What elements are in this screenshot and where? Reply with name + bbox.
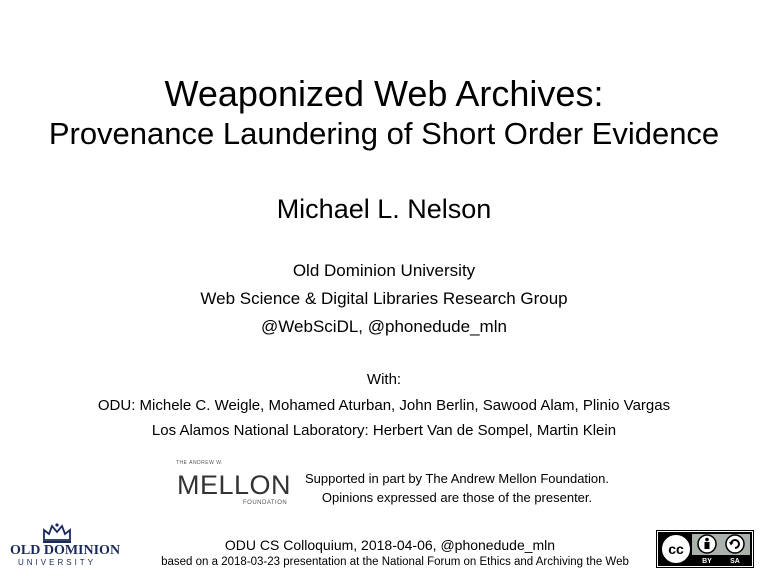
by-label: BY (702, 558, 712, 565)
odu-crown-icon (40, 522, 74, 544)
collaborators-label: With: (366, 371, 402, 388)
collaborators-lanl: Los Alamos National Laboratory: Herbert Van de Sompel, Martin Klein (151, 422, 617, 439)
collaborators-odu: ODU: Michele C. Weigle, Mohamed Aturban, John Berlin, Sawood Alam, Plinio Vargas (97, 397, 671, 414)
cc-text: cc (668, 541, 684, 557)
mellon-logo-wordmark: MELLON (177, 470, 292, 500)
affiliation-group: Web Science & Digital Libraries Research Group (200, 289, 568, 308)
slide-title-line-2: Provenance Laundering of Short Order Evidence (48, 116, 720, 151)
footer-note: based on a 2018-03-23 presentation at the National Forum on Ethics and Archiving the Web (161, 556, 629, 568)
mellon-logo-small-text: THE ANDREW W. (176, 460, 224, 466)
sa-label: SA (730, 558, 740, 565)
odu-logo-name: OLD DOMINION (10, 543, 121, 558)
disclaimer-statement: Opinions expressed are those of the presenter. (321, 490, 593, 505)
slide-title-line-1: Weaponized Web Archives: (164, 73, 604, 114)
sa-sharealike-icon (726, 535, 744, 553)
footer-event: ODU CS Colloquium, 2018-04-06, @phonedude_mln (224, 537, 556, 553)
odu-logo-university: UNIVERSITY (18, 558, 97, 567)
affiliation-handles: @WebSciDL, @phonedude_mln (261, 317, 507, 336)
support-statement: Supported in part by The Andrew Mellon Foundation. (304, 471, 609, 486)
affiliation-university: Old Dominion University (292, 261, 476, 280)
author-name: Michael L. Nelson (276, 194, 492, 224)
mellon-logo-foundation: FOUNDATION (243, 500, 288, 506)
by-attribution-icon (698, 535, 716, 553)
cc-by-sa-license-badge[interactable] (656, 530, 754, 568)
